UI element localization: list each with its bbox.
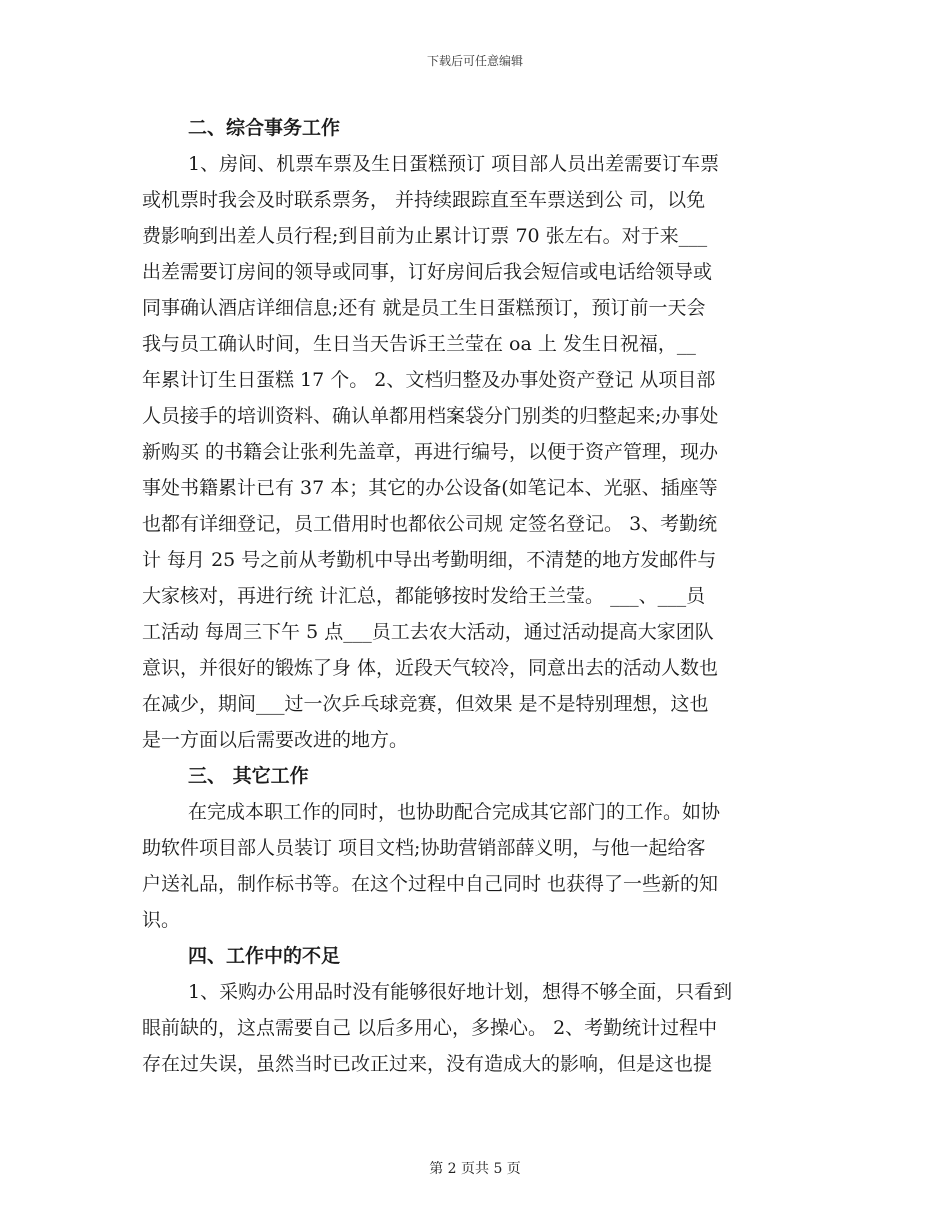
- text-line: 年累计订生日蛋糕 17 个。 2、文档归整及办事处资产登记 从项目部: [142, 369, 716, 391]
- text-line: 人员接手的培训资料、确认单都用档案袋分门别类的归整起来;办事处: [142, 405, 719, 427]
- text-line: 新购买 的书籍会让张利先盖章，再进行编号，以便于资产管理，现办: [142, 441, 719, 463]
- text-line: 存在过失误，虽然当时已改正过来，没有造成大的影响，但是这也提: [142, 1053, 713, 1075]
- page-footer: 第 2 页共 5 页: [429, 1161, 521, 1177]
- text-line: 意识，并很好的锻炼了身 体，近段天气较冷，同意出去的活动人数也: [142, 657, 719, 679]
- text-line: 计 每月 25 号之前从考勤机中导出考勤明细，不清楚的地方发邮件与: [142, 549, 717, 571]
- text-line: 是一方面以后需要改进的地方。: [142, 729, 409, 751]
- text-line: 眼前缺的，这点需要自己 以后多用心，多操心。 2、考勤统计过程中: [142, 1017, 718, 1039]
- text-line: 在完成本职工作的同时，也协助配合完成其它部门的工作。如协: [188, 801, 721, 823]
- text-line: 也都有详细登记，员工借用时也都依公司规 定签名登记。 3、考勤统: [142, 513, 718, 535]
- text-line: 我与员工确认时间，生日当天告诉王兰莹在 oa 上 发生日祝福，__: [142, 333, 696, 355]
- text-line: 工活动 每周三下午 5 点___员工去农大活动，通过活动提高大家团队: [142, 621, 714, 643]
- text-line: 出差需要订房间的领导或同事，订好房间后我会短信或电话给领导或: [142, 261, 713, 283]
- section-heading-3: 三、 其它工作: [188, 765, 309, 787]
- section-4-paragraph: [142, 974, 808, 1082]
- section-heading-2: 二、综合事务工作: [188, 117, 341, 139]
- section-heading-4: 四、工作中的不足: [188, 945, 341, 967]
- text-line: 1、房间、机票车票及生日蛋糕预订 项目部人员出差需要订车票: [188, 153, 720, 175]
- text-line: 事处书籍累计已有 37 本；其它的办公设备(如笔记本、光驱、插座等: [142, 477, 718, 499]
- text-line: 或机票时我会及时联系票务， 并持续跟踪直至车票送到公 司，以免: [142, 189, 706, 211]
- text-line: 大家核对，再进行统 计汇总，都能够按时发给王兰莹。 ___、___员: [142, 585, 706, 607]
- section-3-paragraph: [142, 794, 808, 938]
- text-line: 同事确认酒店详细信息;还有 就是员工生日蛋糕预订，预订前一天会: [142, 297, 706, 319]
- page-header: 下载后可任意编辑: [426, 54, 523, 68]
- text-line: 在减少，期间___过一次乒乓球竞赛，但效果 是不是特别理想，这也: [142, 693, 709, 715]
- text-line: 费影响到出差人员行程;到目前为止累计订票 70 张左右。对于来___: [142, 225, 708, 247]
- text-line: 1、采购办公用品时没有能够很好地计划，想得不够全面，只看到: [188, 981, 733, 1003]
- section-2-paragraph: [142, 146, 808, 758]
- text-line: 助软件项目部人员装订 项目文档;协助营销部薛义明，与他一起给客: [142, 837, 706, 859]
- document-body: [142, 110, 808, 1082]
- text-line: 识。: [142, 909, 181, 931]
- text-line: 户送礼品，制作标书等。在这个过程中自己同时 也获得了一些新的知: [142, 873, 719, 895]
